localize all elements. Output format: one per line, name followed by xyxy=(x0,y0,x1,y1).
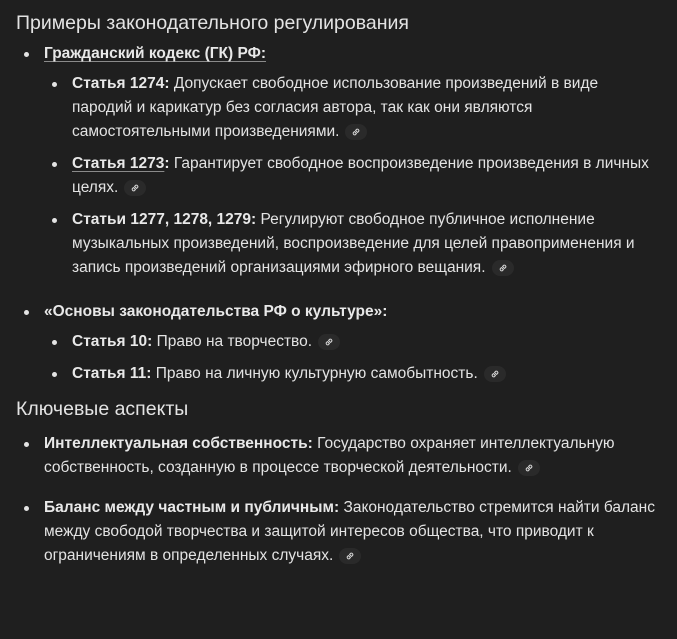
citation-link-icon[interactable] xyxy=(124,180,146,196)
item-text: Законодательство стремится найти баланс между свободой творчества и защитой интересов общества, что приводит к ограничениям в определенных случаях. xyxy=(44,499,655,564)
list-item xyxy=(16,300,661,386)
citation-link-icon[interactable] xyxy=(345,124,367,140)
item-title: Интеллектуальная собственность: xyxy=(44,435,313,452)
item-text: Регулируют свободное публичное исполнение музыкальных произведений, воспроизведение для целей правоприменения и запись произведений организациями эфирного вещания. xyxy=(72,211,635,276)
item-text: Государство охраняет интеллектуальную собственность, созданную в процессе творческой деятельности. xyxy=(44,435,615,476)
item-title-tail: : xyxy=(164,155,170,172)
regulation-list xyxy=(16,42,661,386)
list-item xyxy=(44,152,661,200)
item-text: Право на творчество. xyxy=(152,333,313,350)
item-title: Статьи 1277, 1278, 1279: xyxy=(72,211,257,228)
item-title-link[interactable]: Статья 1273 xyxy=(72,155,165,172)
citation-link-icon[interactable] xyxy=(339,548,361,564)
section-heading: Примеры законодательного регулирования xyxy=(16,12,409,34)
item-text: Право на личную культурную самобытность. xyxy=(151,365,478,382)
item-title: Статья 10: xyxy=(72,333,153,350)
list-item xyxy=(44,72,661,144)
item-title: Статья 1274: xyxy=(72,75,170,92)
item-title: Статья 11: xyxy=(72,365,152,382)
sublist xyxy=(44,72,661,280)
list-item xyxy=(44,330,661,354)
item-text: Гарантирует свободное воспроизведение произведения в личных целях. xyxy=(72,155,649,196)
citation-link-icon[interactable] xyxy=(492,260,514,276)
section-heading: Ключевые аспекты xyxy=(16,398,189,420)
list-item xyxy=(16,432,661,480)
sublist xyxy=(44,330,661,386)
item-text: Допускает свободное использование произведений в виде пародий и карикатур без согласия автора, так как они являются самостоятельными произведениями. xyxy=(72,75,599,140)
list-item xyxy=(16,42,661,280)
item-title: «Основы законодательства РФ о культуре»: xyxy=(44,303,388,320)
citation-link-icon[interactable] xyxy=(318,334,340,350)
list-item xyxy=(44,362,661,386)
aspects-list xyxy=(16,432,661,568)
item-title: Гражданский кодекс (ГК) РФ: xyxy=(44,45,266,62)
citation-link-icon[interactable] xyxy=(484,366,506,382)
citation-link-icon[interactable] xyxy=(518,460,540,476)
list-item xyxy=(16,496,661,568)
item-title: Баланс между частным и публичным: xyxy=(44,499,340,516)
list-item xyxy=(44,208,661,280)
